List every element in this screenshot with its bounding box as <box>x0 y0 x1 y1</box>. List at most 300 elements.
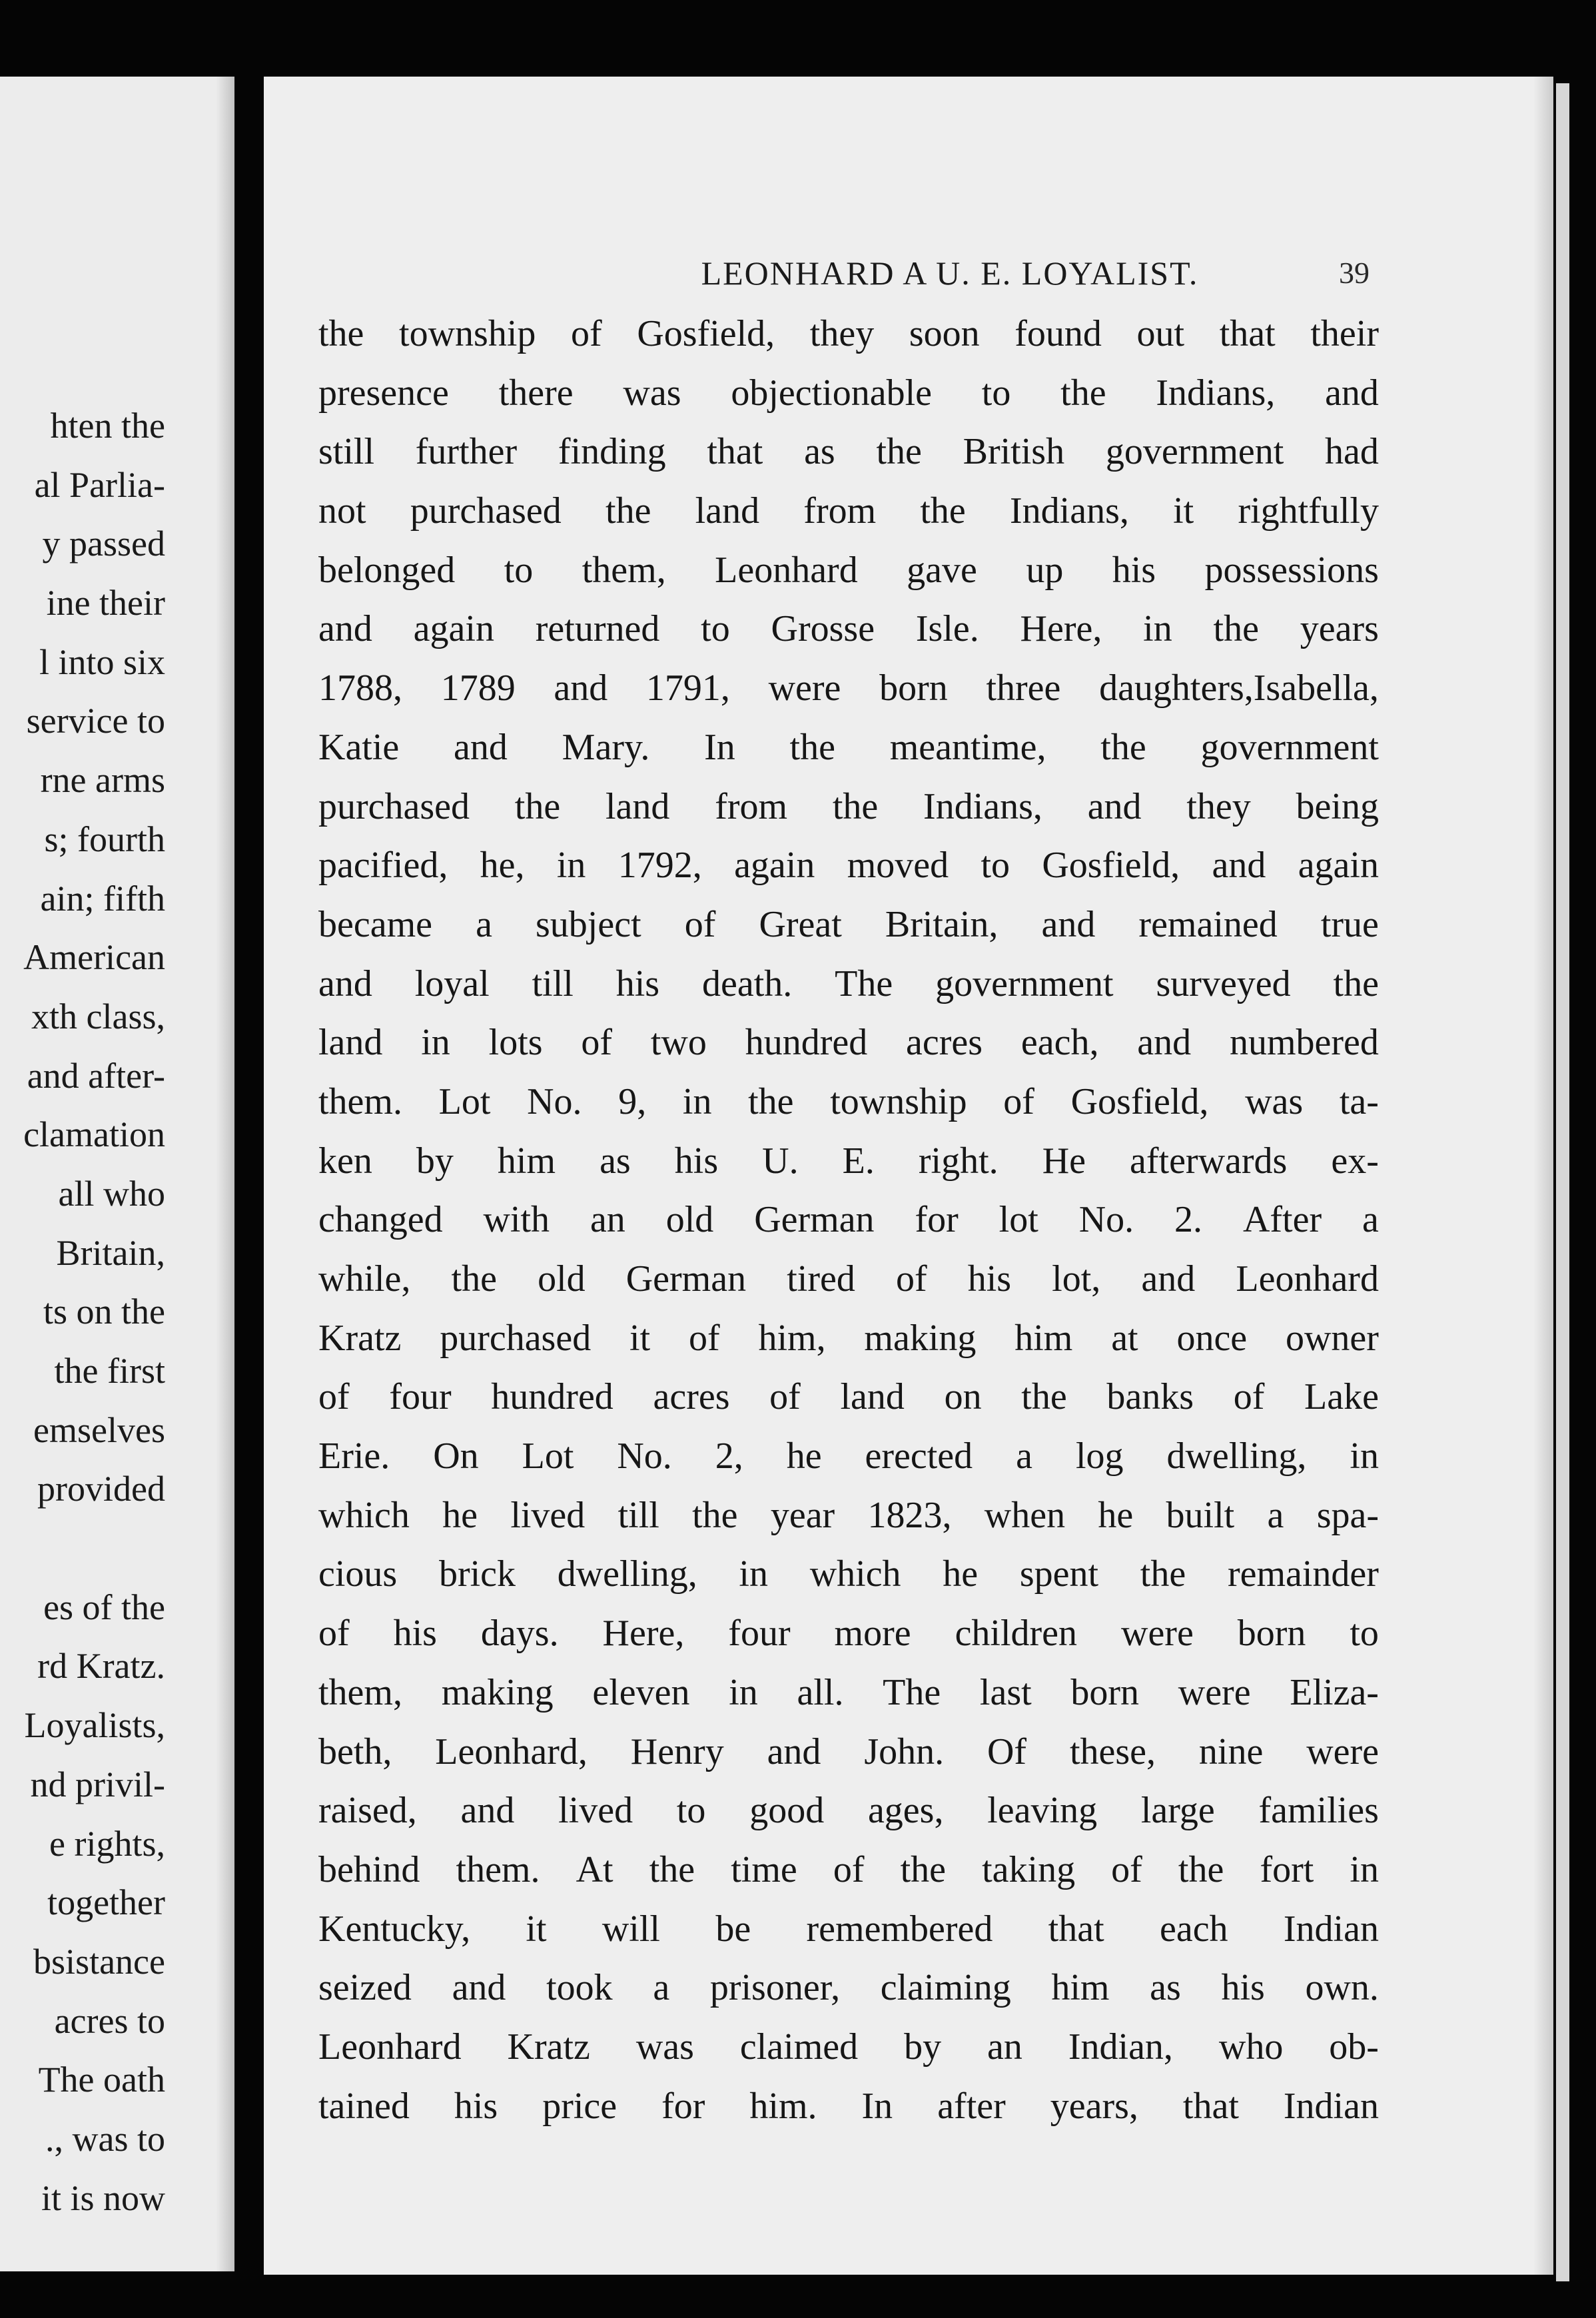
word: there <box>498 372 574 414</box>
word: Indians, <box>1010 490 1129 532</box>
word: remembered <box>806 1908 993 1950</box>
word: and <box>318 608 372 650</box>
word: eleven <box>592 1671 690 1713</box>
word: own. <box>1305 1967 1379 2009</box>
text-line <box>318 1900 1379 1959</box>
word: they <box>809 313 875 354</box>
word: of <box>1111 1848 1142 1890</box>
word: making <box>864 1317 977 1359</box>
previous-page-line: acres to <box>54 2000 165 2041</box>
text-line <box>318 1072 1379 1132</box>
text-line <box>318 1781 1379 1840</box>
word: he <box>943 1553 979 1595</box>
word: ob- <box>1329 2026 1379 2068</box>
word: to <box>676 1790 706 1832</box>
word: out <box>1136 313 1185 354</box>
word: and <box>460 1790 515 1832</box>
word: and <box>452 1967 506 2009</box>
word: good <box>749 1790 825 1832</box>
word: when <box>984 1494 1066 1536</box>
word: the <box>605 490 651 532</box>
word: the <box>789 726 835 768</box>
gutter-shadow <box>216 77 234 2271</box>
word: Indian, <box>1068 2026 1173 2068</box>
word: John. <box>864 1731 945 1772</box>
previous-page-line: es of the <box>43 1587 165 1627</box>
previous-page-line: it is now <box>41 2177 165 2218</box>
word: in <box>421 1022 450 1064</box>
word: of <box>581 1022 613 1064</box>
word: as <box>804 431 835 473</box>
word: families <box>1258 1790 1379 1832</box>
text-line <box>318 364 1379 423</box>
text-line <box>318 1250 1379 1309</box>
word: years, <box>1050 2085 1138 2127</box>
word: German <box>625 1258 747 1300</box>
word: of <box>1233 1376 1265 1418</box>
word: be <box>715 1908 751 1950</box>
running-head <box>264 246 1553 300</box>
word: born <box>879 667 948 709</box>
word: seized <box>318 1967 412 2009</box>
word: making <box>441 1671 554 1713</box>
previous-page-line <box>0 1519 165 1578</box>
word: subject <box>536 903 641 945</box>
previous-page-line: y passed <box>42 524 165 564</box>
word: an <box>590 1199 625 1241</box>
previous-page-line: and after- <box>27 1055 165 1096</box>
word: 1791, <box>645 667 730 709</box>
word: beth, <box>318 1731 392 1772</box>
word: time <box>731 1848 797 1890</box>
word: four <box>389 1376 452 1418</box>
word: 9, <box>618 1080 647 1122</box>
word: in <box>729 1671 758 1713</box>
word: that <box>707 431 763 473</box>
word: an <box>987 2026 1022 2068</box>
previous-page-line: the first <box>54 1351 165 1391</box>
word: at <box>1111 1317 1138 1359</box>
word: erected <box>865 1435 973 1477</box>
text-line <box>318 1309 1379 1368</box>
word: German <box>754 1199 875 1241</box>
word: At <box>576 1848 613 1890</box>
word: again <box>1298 845 1379 887</box>
previous-page-line: rne arms <box>40 760 165 801</box>
text-line <box>318 659 1379 718</box>
word: their <box>1310 313 1379 354</box>
word: to <box>981 845 1010 887</box>
word: who <box>1218 2026 1284 2068</box>
word: the <box>1178 1848 1224 1890</box>
word: ex- <box>1331 1140 1379 1182</box>
word: U. <box>762 1140 799 1182</box>
word: a <box>1267 1494 1284 1536</box>
word: Leonhard <box>1236 1258 1379 1300</box>
word: purchased <box>410 490 562 532</box>
word: had <box>1325 431 1379 473</box>
word: again <box>413 608 494 650</box>
word: 1823, <box>867 1494 952 1536</box>
word: objectionable <box>731 372 932 414</box>
word: Kentucky, <box>318 1908 471 1950</box>
word: was <box>1245 1080 1304 1122</box>
text-line <box>318 1604 1379 1663</box>
word: him <box>497 1140 556 1182</box>
word: tired <box>787 1258 855 1300</box>
word: up <box>1026 549 1064 591</box>
word: afterwards <box>1130 1140 1288 1182</box>
page-edge-shadow <box>1533 77 1553 2275</box>
word: acres <box>906 1022 983 1064</box>
previous-page-line: rd Kratz. <box>37 1646 165 1687</box>
word: claimed <box>739 2026 859 2068</box>
word: Of <box>987 1731 1027 1772</box>
book-page <box>264 77 1553 2275</box>
word: he <box>1098 1494 1134 1536</box>
word: with <box>483 1199 550 1241</box>
word: and <box>1212 845 1266 887</box>
text-line <box>318 1486 1379 1545</box>
word: Isle. <box>915 608 979 650</box>
previous-page-line: xth class, <box>31 996 165 1036</box>
word: remained <box>1138 903 1278 945</box>
word: Leonhard <box>715 549 858 591</box>
word: Indians, <box>923 785 1042 827</box>
text-line <box>318 2018 1379 2077</box>
word: fort <box>1260 1848 1314 1890</box>
word: were <box>1178 1671 1251 1713</box>
text-line <box>318 1013 1379 1072</box>
word: land <box>840 1376 905 1418</box>
word: Lot <box>522 1435 574 1477</box>
previous-page-line: ine their <box>46 583 165 623</box>
word: daughters,Isabella, <box>1099 667 1379 709</box>
word: it <box>1173 490 1194 532</box>
word: were <box>1306 1731 1379 1772</box>
word: Here, <box>1020 608 1102 650</box>
word: all. <box>797 1671 844 1713</box>
word: and <box>454 726 508 768</box>
word: it <box>526 1908 547 1950</box>
word: old <box>665 1199 714 1241</box>
word: Lake <box>1304 1376 1379 1418</box>
word: these, <box>1069 1731 1156 1772</box>
word: prisoner, <box>709 1967 841 2009</box>
word: once <box>1176 1317 1248 1359</box>
text-line <box>318 541 1379 600</box>
word: that <box>1219 313 1276 354</box>
word: of <box>688 1317 720 1359</box>
word: years <box>1300 608 1379 650</box>
word: each, <box>1020 1022 1099 1064</box>
word: and <box>1087 785 1142 827</box>
word: to <box>701 608 730 650</box>
word: Gosfield, <box>1070 1080 1209 1122</box>
page-edge <box>1556 83 1569 2281</box>
word: built <box>1166 1494 1235 1536</box>
previous-page-line: l into six <box>39 641 165 682</box>
text-line <box>318 1663 1379 1723</box>
word: took <box>546 1967 613 2009</box>
word: Indian <box>1283 2085 1379 2127</box>
word: government <box>1105 431 1284 473</box>
previous-page-line: Loyalists, <box>24 1705 165 1746</box>
word: his <box>615 963 660 1004</box>
page-number: 39 <box>1339 256 1370 290</box>
word: government <box>935 963 1114 1004</box>
word: death. <box>702 963 793 1004</box>
word: dwelling, <box>1166 1435 1307 1477</box>
body-text <box>318 304 1379 2135</box>
word: them, <box>318 1671 402 1713</box>
word: in <box>556 845 586 887</box>
previous-page-line: Britain, <box>56 1232 165 1273</box>
word: No. <box>1078 1199 1134 1241</box>
word: 1792, <box>617 845 702 887</box>
word: of <box>895 1258 927 1300</box>
text-line <box>318 599 1379 659</box>
word: Lot <box>438 1080 491 1122</box>
word: raised, <box>318 1790 417 1832</box>
word: the <box>748 1080 794 1122</box>
text-line <box>318 1958 1379 2018</box>
word: hundred <box>745 1022 868 1064</box>
word: of <box>833 1848 865 1890</box>
word: the <box>876 431 922 473</box>
word: the <box>1021 1376 1067 1418</box>
word: the <box>920 490 966 532</box>
word: a <box>1362 1199 1379 1241</box>
word: while, <box>318 1258 411 1300</box>
word: 1788, <box>318 667 402 709</box>
text-line <box>318 1427 1379 1486</box>
text-line <box>318 718 1379 777</box>
word: surveyed <box>1156 963 1291 1004</box>
word: brick <box>438 1553 516 1595</box>
previous-page-line: ts on the <box>43 1292 165 1332</box>
word: by <box>416 1140 454 1182</box>
word: the <box>1140 1553 1186 1595</box>
word: ages, <box>867 1790 944 1832</box>
word: Kratz <box>507 2026 590 2068</box>
previous-page-text <box>0 396 165 2227</box>
word: In <box>704 726 735 768</box>
text-line <box>318 1840 1379 1900</box>
word: numbered <box>1229 1022 1379 1064</box>
previous-page-line: clamation <box>23 1114 165 1155</box>
word: Indians, <box>1156 372 1276 414</box>
word: large <box>1140 1790 1215 1832</box>
word: true <box>1320 903 1379 945</box>
word: a <box>653 1967 670 2009</box>
word: his <box>1112 549 1156 591</box>
word: more <box>834 1613 911 1655</box>
previous-page-line: hten the <box>50 406 165 446</box>
word: the <box>318 313 364 354</box>
word: of <box>318 1613 350 1655</box>
word: land <box>605 785 670 827</box>
word: and <box>1137 1022 1192 1064</box>
word: cious <box>318 1553 398 1595</box>
word: which <box>809 1553 901 1595</box>
text-line <box>318 777 1379 837</box>
word: his <box>454 2085 498 2127</box>
word: meantime, <box>889 726 1046 768</box>
word: year <box>770 1494 835 1536</box>
word: pacified, <box>318 845 448 887</box>
word: four <box>728 1613 791 1655</box>
word: township <box>399 313 536 354</box>
previous-page-line: provided <box>37 1469 165 1509</box>
word: old <box>538 1258 586 1300</box>
word: after <box>937 2085 1006 2127</box>
word: him. <box>749 2085 817 2127</box>
previous-page-line: American <box>23 937 165 978</box>
word: the <box>900 1848 946 1890</box>
word: the <box>1100 726 1146 768</box>
word: ken <box>318 1140 372 1182</box>
word: till <box>617 1494 659 1536</box>
word: his <box>674 1140 719 1182</box>
word: 1789 <box>440 667 516 709</box>
word: became <box>318 903 432 945</box>
word: two <box>650 1022 707 1064</box>
word: and <box>1041 903 1096 945</box>
word: in <box>1143 608 1172 650</box>
word: that <box>1182 2085 1239 2127</box>
word: price <box>542 2085 617 2127</box>
word: the <box>692 1494 738 1536</box>
word: land <box>318 1022 383 1064</box>
word: on <box>944 1376 982 1418</box>
text-line <box>318 2077 1379 2136</box>
word: banks <box>1106 1376 1194 1418</box>
word: of <box>318 1376 350 1418</box>
word: Indian <box>1283 1908 1379 1950</box>
word: behind <box>318 1848 420 1890</box>
word: changed <box>318 1199 443 1241</box>
previous-page-line: bsistance <box>33 1941 165 1982</box>
word: belonged <box>318 549 456 591</box>
word: Gosfield, <box>1042 845 1180 887</box>
word: to <box>981 372 1011 414</box>
word: of <box>769 1376 801 1418</box>
word: last <box>979 1671 1032 1713</box>
word: for <box>915 1199 959 1241</box>
word: The <box>835 963 893 1004</box>
word: leaving <box>987 1790 1098 1832</box>
word: 2, <box>715 1435 743 1477</box>
text-line <box>318 895 1379 955</box>
word: and <box>554 667 608 709</box>
previous-page-line: all who <box>58 1173 165 1214</box>
word: right. <box>918 1140 998 1182</box>
word: the <box>1213 608 1259 650</box>
word: them, <box>582 549 666 591</box>
word: hundred <box>491 1376 613 1418</box>
word: Katie <box>318 726 400 768</box>
word: that <box>1048 1908 1104 1950</box>
word: ta- <box>1339 1080 1379 1122</box>
word: lot <box>998 1199 1038 1241</box>
word: his <box>967 1258 1012 1300</box>
word: in <box>1350 1435 1379 1477</box>
word: him, <box>758 1317 826 1359</box>
word: were <box>768 667 841 709</box>
word: No. <box>527 1080 582 1122</box>
word: he <box>786 1435 822 1477</box>
word: the <box>514 785 561 827</box>
word: by <box>904 2026 942 2068</box>
word: the <box>451 1258 497 1300</box>
word: of <box>684 903 716 945</box>
word: tained <box>318 2085 410 2127</box>
word: gave <box>907 549 977 591</box>
word: a <box>476 903 492 945</box>
word: and <box>1325 372 1379 414</box>
text-line <box>318 1367 1379 1427</box>
word: which <box>318 1494 410 1536</box>
previous-page-line: nd privil- <box>30 1764 165 1804</box>
word: the <box>649 1848 695 1890</box>
text-line <box>318 1723 1379 1782</box>
previous-page-line: emselves <box>33 1409 165 1450</box>
word: was <box>623 372 681 414</box>
word: Erie. <box>318 1435 390 1477</box>
word: from <box>803 490 877 532</box>
word: a <box>1016 1435 1032 1477</box>
word: being <box>1296 785 1379 827</box>
previous-page-line: The oath <box>38 2060 165 2100</box>
word: claiming <box>880 1967 1011 2009</box>
word: Gosfield, <box>637 313 775 354</box>
word: born <box>1237 1613 1306 1655</box>
word: Kratz <box>318 1317 402 1359</box>
word: township <box>830 1080 967 1122</box>
word: and <box>767 1731 821 1772</box>
word: The <box>883 1671 941 1713</box>
word: Leonhard, <box>435 1731 588 1772</box>
word: Mary. <box>562 726 650 768</box>
word: of <box>571 313 602 354</box>
previous-page-line: e rights, <box>49 1823 165 1864</box>
previous-page-fragment <box>0 77 234 2271</box>
word: it <box>629 1317 651 1359</box>
word: again <box>734 845 815 887</box>
word: of <box>1003 1080 1034 1122</box>
text-line <box>318 1545 1379 1604</box>
word: Grosse <box>771 608 875 650</box>
word: spent <box>1019 1553 1099 1595</box>
word: lots <box>488 1022 543 1064</box>
previous-page-line: al Parlia- <box>34 464 165 505</box>
word: Henry <box>630 1731 724 1772</box>
word: finding <box>558 431 666 473</box>
word: them. <box>456 1848 540 1890</box>
word: were <box>1121 1613 1194 1655</box>
word: 2. <box>1174 1199 1203 1241</box>
word: After <box>1242 1199 1322 1241</box>
word: Leonhard <box>318 2026 462 2068</box>
word: him <box>1014 1317 1073 1359</box>
text-line <box>318 304 1379 364</box>
text-line <box>318 482 1379 541</box>
word: them. <box>318 1080 402 1122</box>
word: land <box>695 490 760 532</box>
previous-page-line: ain; fifth <box>40 878 165 919</box>
word: in <box>739 1553 768 1595</box>
